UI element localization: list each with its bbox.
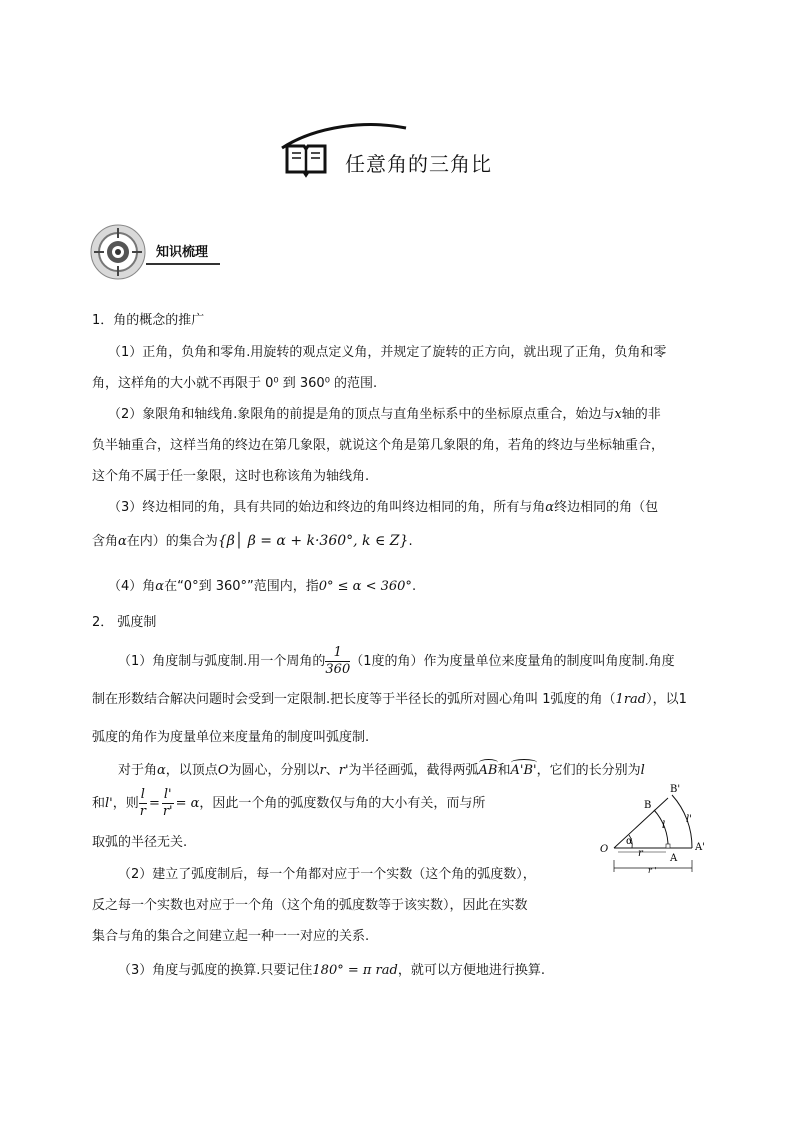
- section-label: 知识梳理: [156, 245, 209, 260]
- s2-p2-arc2: A'B': [510, 763, 537, 778]
- s1-p3a: [108, 499, 658, 517]
- s2-p4-end: ，就可以方便地进行换算.: [397, 963, 545, 978]
- s2-p2-and: 和: [497, 763, 511, 778]
- s1-p4-text: （4）角: [108, 579, 156, 594]
- s2-heading: 2． 弧度制: [92, 615, 157, 630]
- s1-p3b-set: {β│ β = α + k·360°, k ∈ Z}: [217, 533, 409, 549]
- s1-p2a-var: x: [614, 407, 622, 422]
- s2-p2: [118, 762, 645, 780]
- s2-p3c: 集合与角的集合之间建立起一种一一对应的关系.: [92, 929, 370, 944]
- s2-p3a: （2）建立了弧度制后，每一个角都对应于一个实数（这个角的弧度数），: [118, 867, 536, 882]
- s1-p4-var: α: [155, 579, 165, 594]
- fig-label-O: O: [600, 844, 609, 855]
- s2-p3b: 反之每一个实数也对应于一个角（这个角的弧度数等于该实数），因此在实数: [92, 898, 528, 913]
- s2-p1-frac-num: 1: [325, 645, 350, 662]
- radian-diagram: [596, 780, 716, 880]
- s2-p1b-end: ），以1: [646, 692, 687, 707]
- s1-p2a-text: （2）象限角和轴线角.象限角的前提是角的顶点与直角坐标系中的坐标原点重合，始边与: [108, 407, 615, 422]
- s2-p2-t4: 、: [325, 763, 339, 778]
- s2-p2c: 取弧的半径无关.: [92, 835, 188, 850]
- s2-p1-frac-den: 360: [325, 662, 351, 677]
- s1-p3b-mid: 在内）的集合为: [126, 534, 218, 549]
- s1-p3b-end: .: [408, 534, 413, 549]
- fig-label-A2: A': [695, 842, 705, 853]
- s2-p1b-math: 1rad: [615, 692, 647, 707]
- fig-label-r: r: [638, 848, 643, 859]
- s1-heading: 1．角的概念的推广: [92, 313, 205, 328]
- s2-p2-t1: 对于角: [118, 763, 158, 778]
- fig-label-B: B: [644, 800, 652, 811]
- fig-label-l2: l': [686, 814, 692, 825]
- s2-p1b: [92, 691, 687, 709]
- target-icon: [88, 222, 148, 282]
- s2-p2-v5: l: [640, 763, 645, 778]
- s2-p2-v2: O: [217, 763, 229, 778]
- s2-p1: [118, 642, 675, 682]
- fig-label-r2: r ': [648, 866, 657, 875]
- frac-r-den: r: [139, 804, 146, 819]
- frac-l-r: [139, 787, 147, 820]
- s1-p2b: 负半轴重合，这样当角的终边在第几象限，就说这个角是第几象限的角，若角的终边与坐标轴重合，: [92, 438, 665, 453]
- s1-p1a: （1）正角，负角和零角.用旋转的观点定义角，并规定了旋转的正方向，就出现了正角，负角和零: [108, 345, 667, 360]
- s2-p1-text: （1）角度制与弧度制.用一个周角的: [118, 654, 326, 669]
- s2-p4: [118, 962, 545, 980]
- s1-p3a-var: α: [545, 500, 555, 515]
- s2-p4-text: （3）角度与弧度的换算.只要记住: [118, 963, 313, 978]
- page-title: 任意角的三角比: [345, 152, 492, 176]
- fig-label-alpha: α: [626, 836, 633, 847]
- frac-l2-r2: [162, 787, 174, 820]
- frac-r2-den: r': [162, 804, 173, 819]
- s1-p3a-text: （3）终边相同的角，具有共同的始边和终边的角叫终边相同的角，所有与角: [108, 500, 546, 515]
- s1-p3b-var: α: [118, 534, 127, 549]
- s2-p2b-end: ，因此一个角的弧度数仅与角的大小有关，而与所: [199, 796, 486, 811]
- eq-sign-1: =: [148, 796, 160, 811]
- s1-p4-math: 0° ≤ α < 360°: [318, 579, 412, 594]
- s2-p1-end: （1度的角）作为度量单位来度量角的制度叫角度制.角度: [350, 654, 675, 669]
- s2-p1c: 弧度的角作为度量单位来度量角的制度叫弧度制.: [92, 730, 370, 745]
- s2-p2-t2: ，以顶点: [165, 763, 218, 778]
- frac-l2-num: l': [163, 787, 172, 802]
- s2-p2b-t1: 和: [92, 796, 106, 811]
- s1-p2a-end: 轴的非: [621, 407, 661, 422]
- s1-p2c: 这个角不属于任一象限，这时也称该角为轴线角.: [92, 469, 370, 484]
- s2-p4-math: 180° = π rad: [312, 963, 398, 978]
- s2-p2-v4: r': [338, 763, 349, 778]
- s2-p1-frac: [325, 645, 350, 678]
- s2-p2-t6: ，它们的长分别为: [536, 763, 641, 778]
- s1-p4-mid: 在“0°到 360°”范围内，指: [164, 579, 319, 594]
- eq-sign-2: = α: [175, 796, 200, 811]
- s2-p2b-t2: ，则: [112, 796, 139, 811]
- s1-p1b: 角，这样角的大小就不再限于 0⁰ 到 360⁰ 的范围.: [92, 376, 378, 391]
- s2-p2-t3: 为圆心，分别以: [228, 763, 320, 778]
- fig-label-l: l: [662, 820, 666, 831]
- frac-l-num: l: [140, 787, 145, 802]
- s1-p4: [108, 578, 416, 596]
- s2-p2-v1: α: [157, 763, 166, 778]
- s2-p1b-text: 制在形数结合解决问题时会受到一定限制.把长度等于半径长的弧所对圆心角叫 1弧度的角（: [92, 692, 616, 707]
- s2-p2-t5: 为半径画弧，截得两弧: [348, 763, 479, 778]
- s2-p2-arc1: AB: [478, 763, 498, 778]
- fig-label-B2: B': [670, 784, 681, 795]
- s1-p3b: [92, 532, 413, 551]
- s1-p4-end: .: [411, 579, 417, 594]
- s1-p2a: [108, 406, 661, 424]
- s2-p2-v3: r: [319, 763, 326, 778]
- s1-p3a-end: 终边相同的角（包: [554, 500, 659, 515]
- section-underline: [146, 263, 220, 265]
- s1-p3b-text: 含角: [92, 534, 119, 549]
- s2-p2b: [92, 784, 485, 824]
- fig-label-A: A: [670, 853, 678, 864]
- s2-p2b-var: l': [105, 796, 113, 811]
- book-icon: [284, 142, 328, 178]
